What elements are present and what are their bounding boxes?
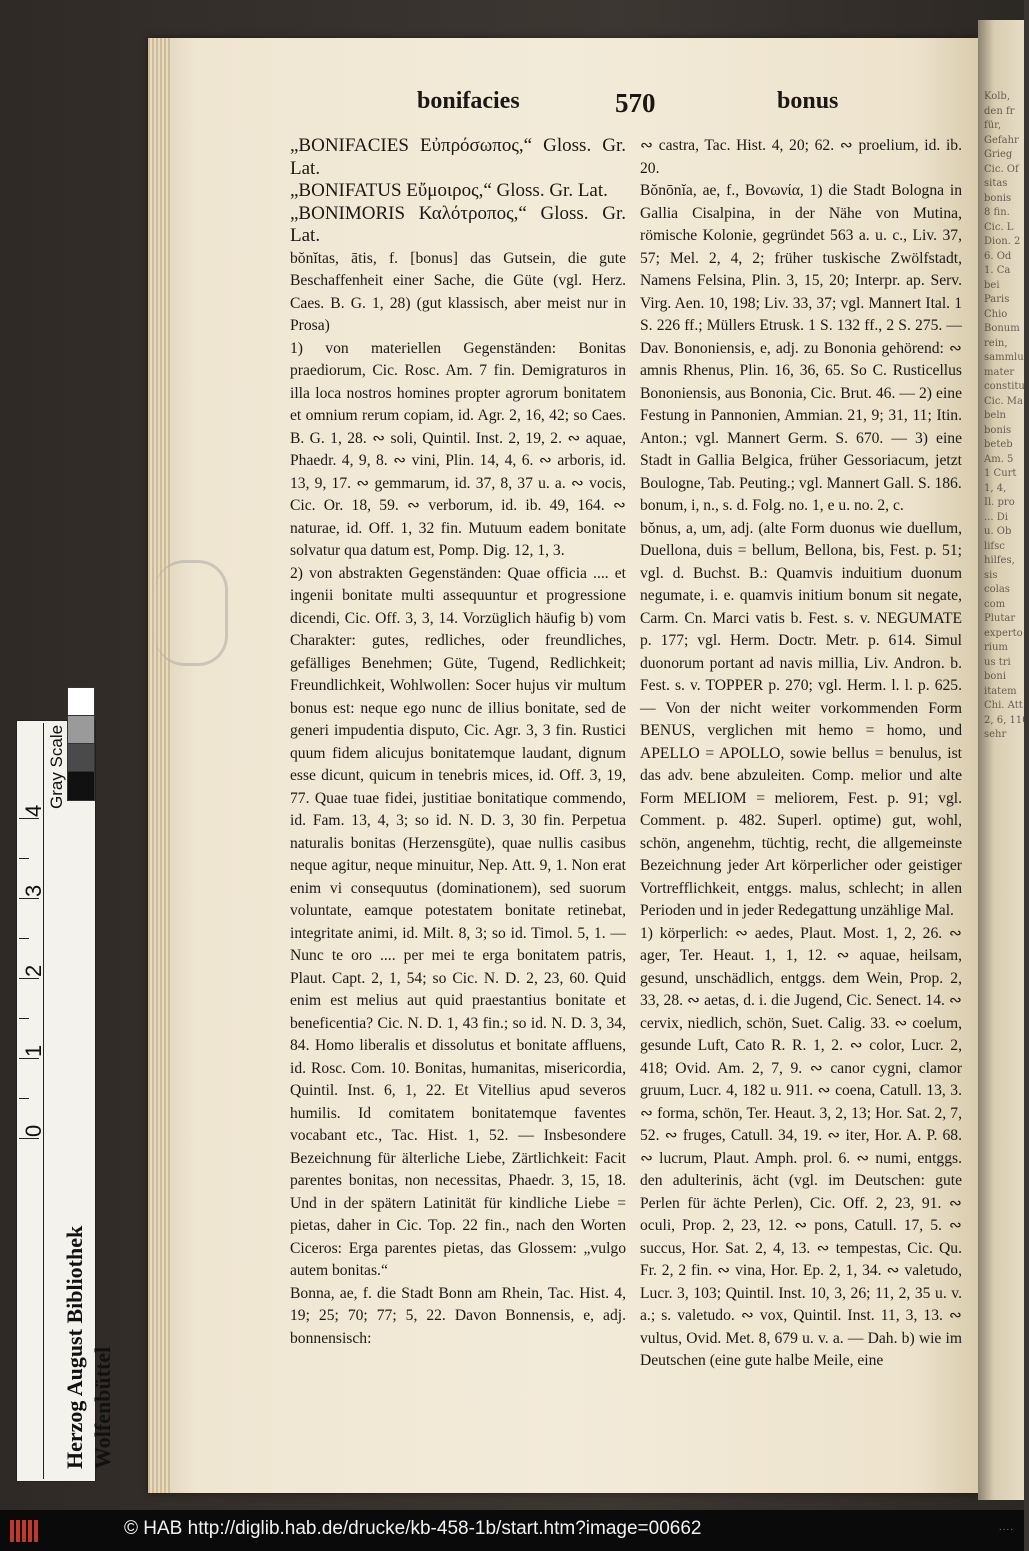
entry-bonum: bonum, i, n., s. d. Folg. no. 1, e u. no. 2, c. xyxy=(640,497,904,514)
page-number: 570 xyxy=(615,88,656,118)
entry-bonitas-sense-1: 1) von materiellen Gegenständen: Bonitas praediorum, Cic. Rosc. Am. 7 fin. Demigraturos in illa loca nostros homines propter agrorum bonitatem et omnium rerum copiam, id. Agr. 2, 16, 42; so Caes. B. G. 1, 28. ∾ soli, Quintil. Inst. 2, 19, 2. ∾ aquae, Phaedr. 4, 9, 8. ∾ vini, Plin. 14, 4, 6. ∾ arboris, id. 13, 9, 17. ∾ gemmarum, id. 37, 8, 37 u. a. ∾ vocis, Cic. Or. 18, 59. ∾ verborum, id. ib. 49, 164. ∾ naturae, id. Off. 1, 32 fin. Mutuum eadem bonitate solvatur qua datum est, Pomp. Dig. 12, 1, 3. xyxy=(290,339,626,559)
adjacent-page-text: Kolb, den fr für, Gefahr Grieg Cic. Of sitas bonis 8 fin. Cic. L Dion. 2 6. Od 1. Ca bei Paris Chio Bonum rein, sammlu mater constitut Cic. Ma beln bonis beteb Am. 5 1 Curt 1, 4, Il. pro ... Di u. Ob lifsc hilfes, sis colas com Plutar experto rium us tri boni itatem Chi. Att 2, 6, 110 sehr xyxy=(984,91,1029,740)
gray-swatch xyxy=(67,743,95,773)
gray-swatch xyxy=(67,687,95,717)
page-clip xyxy=(155,560,228,666)
entry-bononia: Bŏnōnĭa, ae, f., Βονωνία, 1) die Stadt Bologna in Gallia Cisalpina, in der Nähe von Mutina, römische Kolonie, gegründet 563 a. u. c., Liv. 37, 57; Mel. 2, 4, 2; früher tuskische Zwölfstadt, Namens Felsina, Plin. 3, 15, 20; Interpr. ap. Serv. Virg. Aen. 10, 198; Liv. 33, 37; vgl. Mannert Ital. 1 S. 226 ff.; Müllers Etrusk. 1 S. 132 ff., 2 S. 275. — Dav. Bononiensis, e, adj. zu Bononia gehörend: ∾ amnis Rhenus, Plin. 16, 36, 65. So C. Rusticellus Bononiensis, aus Bononia, Cic. Brut. 46. — 2) eine Festung in Pannonien, Ammian. 21, 9; 31, 11; Itin. Anton.; vgl. Mannert Germ. S. 670. — 3) eine Stadt in Gallia Belgica, früher Gessoriacum, jetzt Boulogne, Tab. Peuting.; vgl. Mannert Gall. S. 186. xyxy=(640,182,962,492)
footer-url[interactable]: © HAB http://diglib.hab.de/drucke/kb-458-1b/start.htm?image=00662 xyxy=(124,1518,702,1539)
entry-bonitas: bŏnĭtas, ātis, f. [bonus] das Gutsein, die gute Beschaffenheit einer Sache, die Güte (vgl. Herz. Caes. B. G. 1, 28) (gut klassisch, aber meist nur in Prosa) xyxy=(290,249,626,334)
page-edge xyxy=(148,38,170,1493)
ruler-number: 0 xyxy=(21,1124,46,1137)
entry-bonitas-sense-2: 2) von abstrakten Gegenständen: Quae officia .... et ingenii bonitate multi assequuntur et progressione dicendi, Cic. Off. 3, 3, 14. Vorzüglich häufig b) vom Charakter: gutes, redliches, oder freundliches, gefälliges Benehmen; Güte, Tugend, Redlichkeit; Freundlichkeit, Wohlwollen: Socer hujus vir multum bonus est: neque ego nunc de illius bonitate, sed de generi impudentia disputo, Cic. Agr. 3, 3 fin. Rustici quum fidem alicujus bonitatemque laudant, dignum esse dicunt, quicum in tenebris mices, id. Off. 3, 19, 77. Quae tuae fidei, justitiae bonitatique commendo, id. Fam. 13, 4, 3; so id. N. D. 3, 30 fin. Perpetua naturalis bonitas (Herzensgüte), quae nullis casibus neque agitur, neque minuitur, Nep. Att. 9, 1. Non erat enim vi consequutus (dominationem), sed suorum voluntate, eamque potestatem bonitate retinebat, integritate animi, id. Milt. 8, 3; so id. Timol. 5, 1. — Nunc te oro .... per mei te erga bonitatem patris, Plaut. Capt. 2, 1, 54; so Cic. N. D. 2, 23, 60. Quid enim est melius aut quid praestantius bonitate et beneficentia? Cic. N. D. 1, 43 fin.; so id. N. D. 3, 34, 84. Homo liberalis et dissolutus et bonitate affluens, id. Rosc. Com. 10. Bonitas, humanitas, misericordia, Quintil. Inst. 6, 1, 22. Et Vitellius apud severos humilis. Id comitatem bonitatemque faventes vocabant etc., Tac. Hist. 1, 52. — Insbesondere Bezeichnung für älterliche Liebe, Zärtlichkeit: Facit parentes bonitas, non necessitas, Phaedr. 3, 15, 18. Und in der spätern Latinität für kindliche Liebe = pietas, daher in Cic. Top. 22 fin., nach den Worten Ciceros: Erga parentes pietas, das Glossem: „vulgo autem bonitas.“ xyxy=(290,564,626,1279)
entry-bonna: Bonna, ae, f. die Stadt Bonn am Rhein, Tac. Hist. 4, 19; 25; 70; 77; 5, 22. Davon Bonnensis, e, adj. bonnensisch: xyxy=(290,1284,626,1347)
footer-dots: ∙∙∙∙ xyxy=(998,1524,1014,1535)
running-head-right: bonus xyxy=(777,88,839,114)
gray-swatch xyxy=(67,715,95,745)
adjacent-page xyxy=(978,20,1029,1500)
hab-logo-icon xyxy=(10,1520,40,1542)
gray-scale-label: Gray Scale xyxy=(47,724,66,809)
ruler-number: 4 xyxy=(21,804,46,817)
left-column xyxy=(290,135,626,1350)
entry-bonifacies: „BONIFACIES Εὐπρόσωπος,“ Gloss. Gr. Lat. xyxy=(290,135,626,179)
entry-bonimoris: „BONIMORIS Καλότροπος,“ Gloss. Gr. Lat. xyxy=(290,202,626,246)
entry-bonna-cont: ∾ castra, Tac. Hist. 4, 20; 62. ∾ proelium, id. ib. 20. xyxy=(640,137,962,177)
running-head-left: bonifacies xyxy=(417,88,520,114)
entry-bonus: bŏnus, a, um, adj. (alte Form duonus wie duellum, Duellona, duis = bellum, Bellona, bis, Fest. p. 51; vgl. d. Buchst. B.: Quamvis induitium duonum negumate, i. e. quamvis initium bonum sit negate, Carm. Cn. Marci vatis b. Fest. s. v. NEGUMATE p. 177; vgl. Herm. Doctr. Metr. p. 614. Simul duonorum portant ad navis millia, Liv. Andron. b. Fest. s. v. TOPPER p. 270; vgl. Herm. l. l. p. 625. — Von der nicht weiter vorkommenden Form BENUS, verglichen mit hemo = homo, und APELLO = APOLLO, sowie bellus = benulus, ist das adv. bene abzuleiten. Comp. melior und alte Form MELIOM = meliorem, Fest. p. 91; vgl. Comment. p. 482. Superl. optime) gut, wohl, schön, angenehm, tüchtig, recht, die allgemeinste Bezeichnung jeder Art körperlicher oder geistiger Vortrefflichkeit, entggs. malus, schlecht; in allen Perioden und in jeder Redegattung unzählige Mal. xyxy=(640,519,962,919)
library-name: Herzog August Bibliothek xyxy=(62,1225,87,1469)
ruler-number: 2 xyxy=(21,964,46,977)
entry-bonus-sense-1: 1) körperlich: ∾ aedes, Plaut. Most. 1, 2, 26. ∾ ager, Ter. Heaut. 1, 1, 12. ∾ aquae, heilsam, gesund, unschädlich, entggs. dem Wein, Prop. 2, 33, 28. ∾ aetas, d. i. die Jugend, Cic. Senect. 14. ∾ cervix, niedlich, schön, Suet. Calig. 33. ∾ coelum, gesunde Luft, Cato R. R. 1, 2. ∾ color, Lucr. 2, 418; Ovid. Am. 2, 7, 9. ∾ canor cygni, clamor gruum, Lucr. 4, 182 u. 911. ∾ coena, Catull. 13, 3. ∾ forma, schön, Ter. Heaut. 3, 2, 13; Hor. Sat. 2, 7, 52. ∾ fruges, Catull. 34, 19. ∾ iter, Hor. A. P. 68. ∾ lucrum, Plaut. Amph. prol. 6. ∾ numi, entggs. den adulterinis, ächt (vgl. im Deutschen: gute Perlen für ächte Perlen), Cic. Off. 2, 23, 91. ∾ oculi, Prop. 2, 23, 12. ∾ pons, Catull. 17, 5. ∾ succus, Hor. Sat. 2, 4, 13. ∾ tempestas, Cic. Qu. Fr. 2, 2 fin. ∾ vina, Hor. Ep. 2, 1, 34. ∾ valetudo, Lucr. 3, 103; Quintil. Inst. 10, 3, 26; 11, 2, 35 u. v. a.; s. valetudo. ∾ vox, Quintil. Inst. 11, 3, 13. ∾ vultus, Ovid. Met. 8, 679 u. v. a. — Dah. b) wie im Deutschen (eine gute halbe Meile, eine xyxy=(640,924,962,1369)
ruler-number: 3 xyxy=(21,884,46,897)
gray-scale-ruler xyxy=(16,720,115,1482)
footer-bar xyxy=(0,1510,1024,1551)
library-label xyxy=(61,1226,117,1469)
ruler-scale xyxy=(19,723,44,1479)
library-city: Wolfenbüttel xyxy=(90,1346,115,1469)
right-column xyxy=(640,135,962,1373)
ruler-number: 1 xyxy=(21,1044,46,1057)
gray-swatch xyxy=(67,771,95,801)
entry-bonifatus: „BONIFATUS Εὔμοιρος,“ Gloss. Gr. Lat. xyxy=(290,180,608,201)
